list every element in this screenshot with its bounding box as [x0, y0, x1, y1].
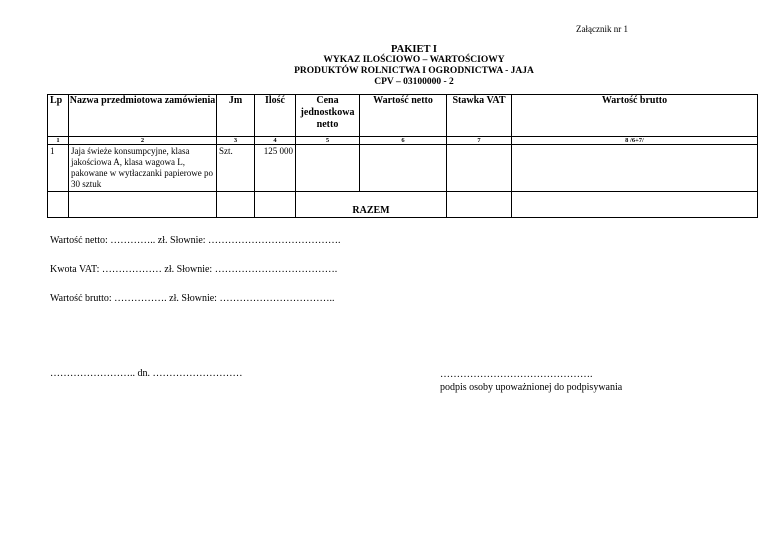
row-unit: Szt. — [217, 145, 255, 192]
total-empty-cell — [512, 192, 758, 218]
signature-dots: ………………………………………. — [440, 369, 593, 380]
title-line-2: WYKAZ ILOŚCIOWO – WARTOŚCIOWY — [323, 55, 505, 65]
header-price: Cena jednostkowa netto — [296, 95, 360, 137]
total-label: RAZEM — [296, 192, 447, 218]
attachment-label: Załącznik nr 1 — [576, 24, 628, 34]
title-line-3: PRODUKTÓW ROLNICTWA I OGRODNICTWA - JAJA — [294, 66, 534, 76]
col-number: 3 — [217, 137, 255, 145]
header-gross: Wartość brutto — [512, 95, 758, 137]
price-table — [47, 94, 758, 218]
col-number: 8 /6+7/ — [512, 137, 758, 145]
col-number: 6 — [360, 137, 447, 145]
place-date-line: …………………….. dn. ……………………… — [50, 368, 243, 379]
total-empty-cell — [48, 192, 69, 218]
signature-caption: podpis osoby upoważnionej do podpisywania — [440, 382, 623, 393]
summary-vat: Kwota VAT: ……………… zł. Słownie: ………………………………. — [50, 264, 338, 275]
header-lp: Lp — [48, 95, 69, 137]
header-qty: Ilość — [255, 95, 296, 137]
signature-block — [440, 368, 622, 394]
total-empty-cell — [217, 192, 255, 218]
summary-net: Wartość netto: ………….. zł. Słownie: …………………………………. — [50, 235, 341, 246]
row-net — [360, 145, 447, 192]
title-line-1: PAKIET I — [391, 44, 437, 55]
table-row — [48, 145, 758, 192]
row-vat — [447, 145, 512, 192]
header-name: Nazwa przedmiotowa zamówienia — [69, 95, 217, 137]
header-row — [48, 95, 758, 137]
row-price — [296, 145, 360, 192]
row-qty: 125 000 — [255, 145, 296, 192]
row-gross — [512, 145, 758, 192]
col-number: 2 — [69, 137, 217, 145]
row-name: Jaja świeże konsumpcyjne, klasa jakościowa A, klasa wagowa L, pakowane w wytłaczanki papierowe po 30 sztuk — [69, 145, 217, 192]
header-net: Wartość netto — [360, 95, 447, 137]
col-number: 7 — [447, 137, 512, 145]
col-number: 5 — [296, 137, 360, 145]
header-vat: Stawka VAT — [447, 95, 512, 137]
summary-gross: Wartość brutto: ……………. zł. Słownie: …………………………….. — [50, 293, 335, 304]
document-title — [0, 44, 768, 88]
total-empty-cell — [69, 192, 217, 218]
header-unit: Jm — [217, 95, 255, 137]
col-number: 1 — [48, 137, 69, 145]
total-empty-cell — [255, 192, 296, 218]
title-line-4: CPV – 03100000 - 2 — [374, 77, 454, 87]
total-empty-cell — [447, 192, 512, 218]
column-number-row — [48, 137, 758, 145]
total-row — [48, 192, 758, 218]
col-number: 4 — [255, 137, 296, 145]
row-lp: 1 — [48, 145, 69, 192]
